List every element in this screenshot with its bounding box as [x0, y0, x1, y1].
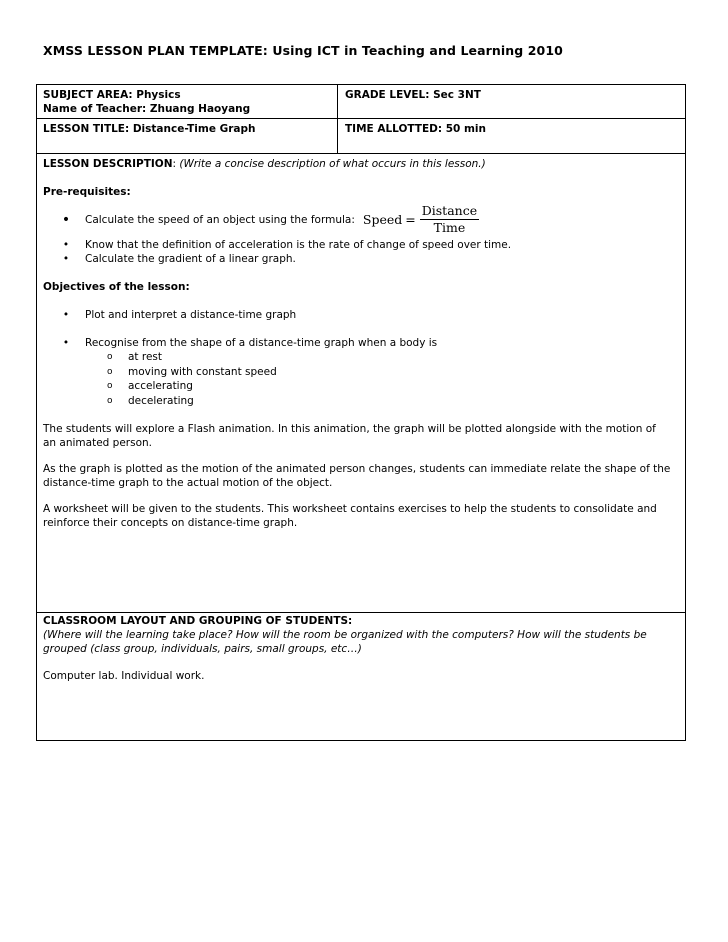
bullet-icon: • [62, 309, 70, 321]
grade-level: GRADE LEVEL: Sec 3NT [345, 89, 481, 101]
prereq-item: • Calculate the gradient of a linear graph. [43, 252, 680, 266]
sub-item: o decelerating [107, 394, 194, 407]
teacher-name: Name of Teacher: Zhuang Haoyang [43, 103, 251, 115]
objective-item: • Recognise from the shape of a distance-time graph when a body is [43, 336, 680, 350]
paragraph-graph: As the graph is plotted as the motion of the animated person changes, students can immediate relate the shape of the distance-time graph to the actual motion of the object. [43, 463, 671, 489]
speed-formula [363, 204, 479, 235]
bullet-icon: • [62, 253, 70, 265]
classroom-answer: Computer lab. Individual work. [43, 670, 205, 682]
formula-denominator: Time [433, 220, 466, 235]
description-heading: LESSON DESCRIPTION: (Write a concise description of what occurs in this lesson.) [43, 158, 486, 170]
circle-bullet-icon: o [107, 366, 113, 377]
formula-equals: = [405, 211, 416, 227]
time-allotted: TIME ALLOTTED: 50 min [345, 123, 486, 135]
objective-item: • Plot and interpret a distance-time graph [43, 308, 680, 322]
classroom-instruction: grouped (class group, individuals, pairs, small groups, etc…) [43, 643, 362, 655]
paragraph-flash: The students will explore a Flash animation. In this animation, the graph will be plotted alongside with the motion of an animated person. [43, 423, 656, 449]
prereq-item-formula [43, 204, 680, 235]
prereq-item: • Know that the definition of acceleration is the rate of change of speed over time. [43, 238, 680, 252]
lesson-plan-table [36, 84, 686, 741]
header-row-2 [37, 119, 685, 154]
classroom-heading: CLASSROOM LAYOUT AND GROUPING OF STUDENTS: [43, 615, 353, 627]
circle-bullet-icon: o [107, 352, 113, 362]
bullet-icon: • [62, 239, 70, 251]
formula-fraction [420, 204, 479, 235]
sub-item: o accelerating [107, 380, 193, 392]
sub-item: o moving with constant speed [107, 365, 277, 378]
description-label: LESSON DESCRIPTION [43, 158, 173, 170]
prereq-heading: Pre-requisites: [43, 186, 131, 198]
time-cell [338, 119, 685, 153]
bullet-icon: • [61, 211, 71, 228]
circle-bullet-icon: o [107, 381, 113, 391]
lesson-title: LESSON TITLE: Distance-Time Graph [43, 123, 256, 135]
objectives-heading: Objectives of the lesson: [43, 281, 190, 293]
circle-bullet-icon: o [107, 395, 113, 406]
grade-cell [338, 85, 685, 118]
subject-teacher-cell [37, 85, 338, 118]
document-title: XMSS LESSON PLAN TEMPLATE: Using ICT in Teaching and Learning 2010 [43, 43, 563, 58]
classroom-row [37, 613, 685, 740]
description-instruction: (Write a concise description of what occurs in this lesson.) [179, 158, 486, 170]
sub-item: o at rest [107, 351, 163, 363]
subject-area: SUBJECT AREA: Physics [43, 89, 181, 101]
bullet-icon: • [62, 337, 70, 349]
paragraph-worksheet: A worksheet will be given to the students. This worksheet contains exercises to help the students to consolidate and reinforce their concepts on distance-time graph. [43, 503, 657, 529]
header-row-1 [37, 85, 685, 119]
formula-lhs: Speed [362, 211, 403, 227]
description-row [37, 154, 685, 613]
description-cell [37, 154, 685, 612]
formula-numerator: Distance [421, 203, 478, 218]
classroom-instruction: (Where will the learning take place? How will the room be organized with the computers? How will the students be [43, 629, 647, 641]
prereq-formula-text: Calculate the speed of an object using the formula: [85, 213, 355, 226]
lesson-title-cell [37, 119, 338, 153]
classroom-cell [37, 613, 685, 740]
